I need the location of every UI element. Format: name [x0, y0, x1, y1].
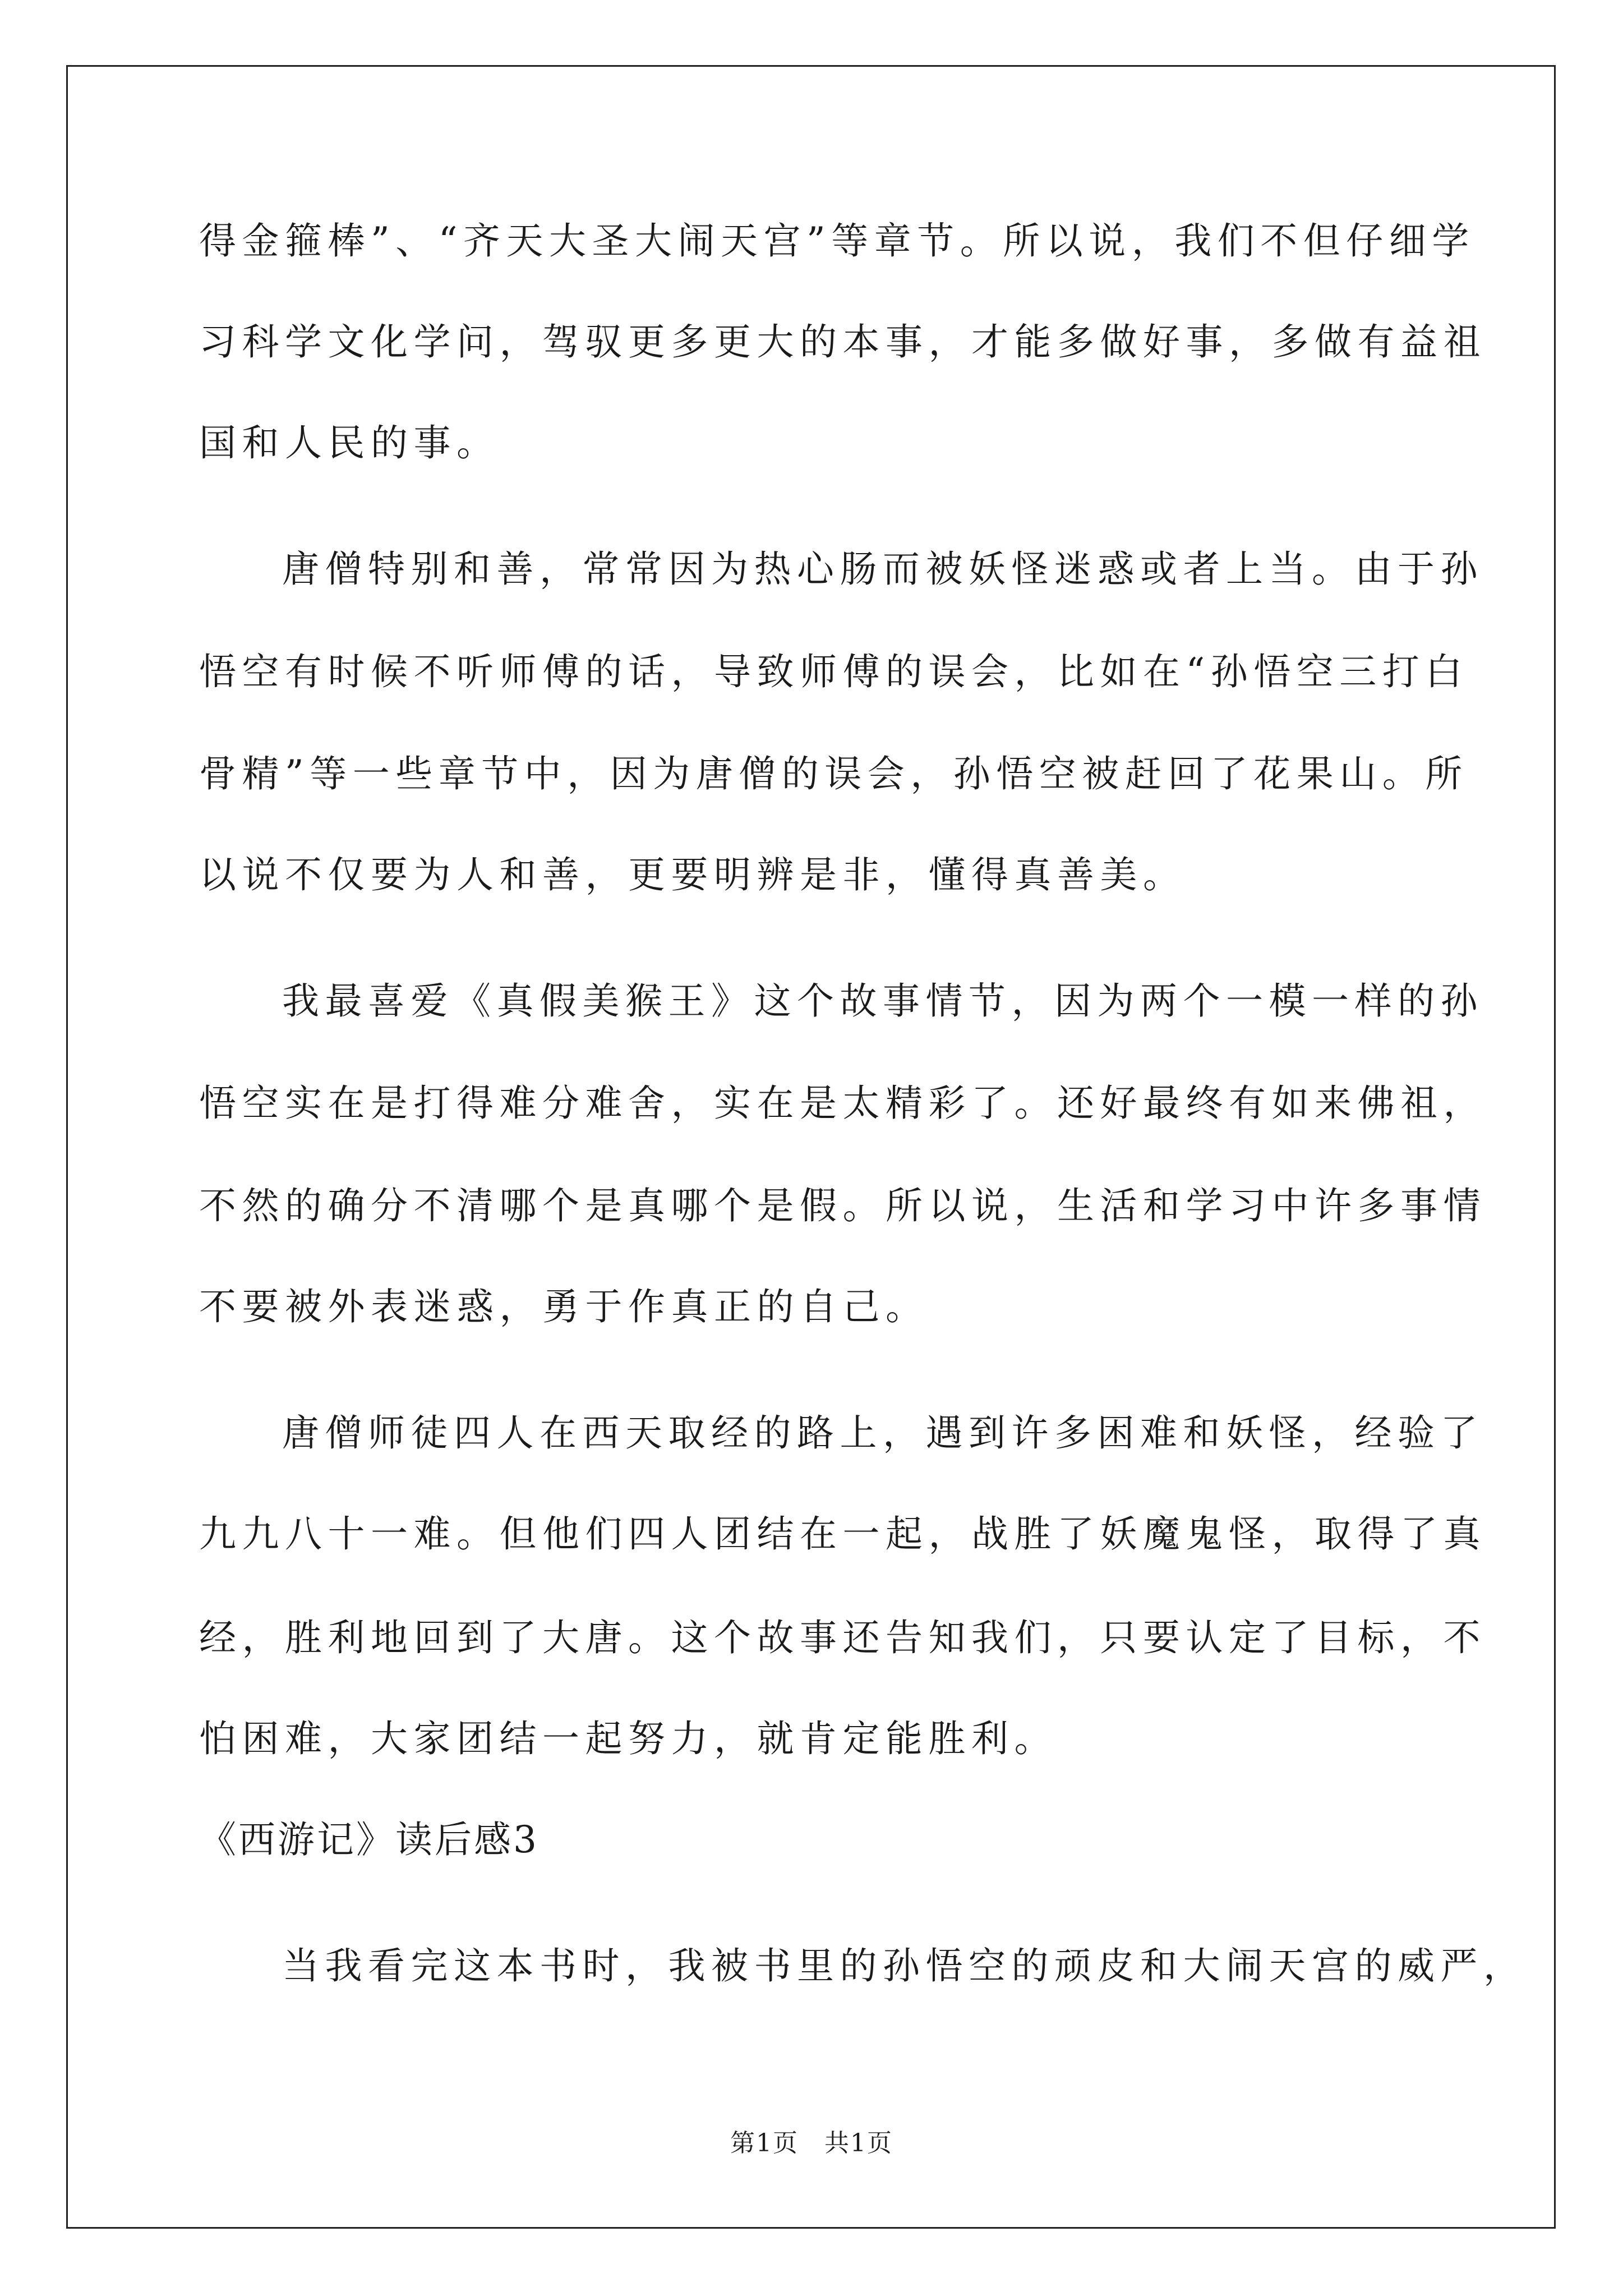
- body-text-line: 经，胜利地回到了大唐。这个故事还告知我们，只要认定了目标，不: [199, 1616, 1486, 1659]
- body-text-line: 唐僧师徒四人在西天取经的路上，遇到许多困难和妖怪，经验了: [282, 1411, 1483, 1455]
- body-text-line: 不要被外表迷惑，勇于作真正的自己。: [199, 1285, 929, 1328]
- body-text-line: 不然的确分不清哪个是真哪个是假。所以说，生活和学习中许多事情: [199, 1184, 1486, 1227]
- body-text-line: 悟空有时候不听师傅的话，导致师傅的误会，比如在“孙悟空三打白: [199, 650, 1468, 693]
- body-text-line: 以说不仅要为人和善，更要明辨是非，懂得真善美。: [199, 853, 1186, 896]
- body-text-line: 悟空实在是打得难分难舍，实在是太精彩了。还好最终有如来佛祖，: [199, 1082, 1486, 1125]
- body-text-line: 唐僧特别和善，常常因为热心肠而被妖怪迷惑或者上当。由于孙: [282, 547, 1483, 591]
- body-text-line: 习科学文化学问，驾驭更多更大的本事，才能多做好事，多做有益祖: [199, 320, 1486, 364]
- body-text-line: 骨精”等一些章节中，因为唐僧的误会，孙悟空被赶回了花果山。所: [199, 752, 1468, 795]
- body-text-line: 九九八十一难。但他们四人团结在一起，战胜了妖魔鬼怪，取得了真: [199, 1512, 1486, 1556]
- body-text-line: 当我看完这本书时，我被书里的孙悟空的顽皮和大闹天宫的威严，: [282, 1944, 1527, 1987]
- page-border: [66, 65, 1556, 2229]
- page-footer: 第1页 共1页: [730, 2129, 893, 2157]
- body-text-line: 国和人民的事。: [199, 421, 500, 464]
- body-text-line: 得金箍棒”、“齐天大圣大闹天宫”等章节。所以说，我们不但仔细学: [199, 219, 1475, 263]
- body-text-line: 怕困难，大家团结一起努力，就肯定能胜利。: [199, 1717, 1057, 1760]
- body-text-line: 我最喜爱《真假美猴王》这个故事情节，因为两个一模一样的孙: [282, 979, 1483, 1023]
- section-heading: 《西游记》读后感3: [199, 1818, 539, 1861]
